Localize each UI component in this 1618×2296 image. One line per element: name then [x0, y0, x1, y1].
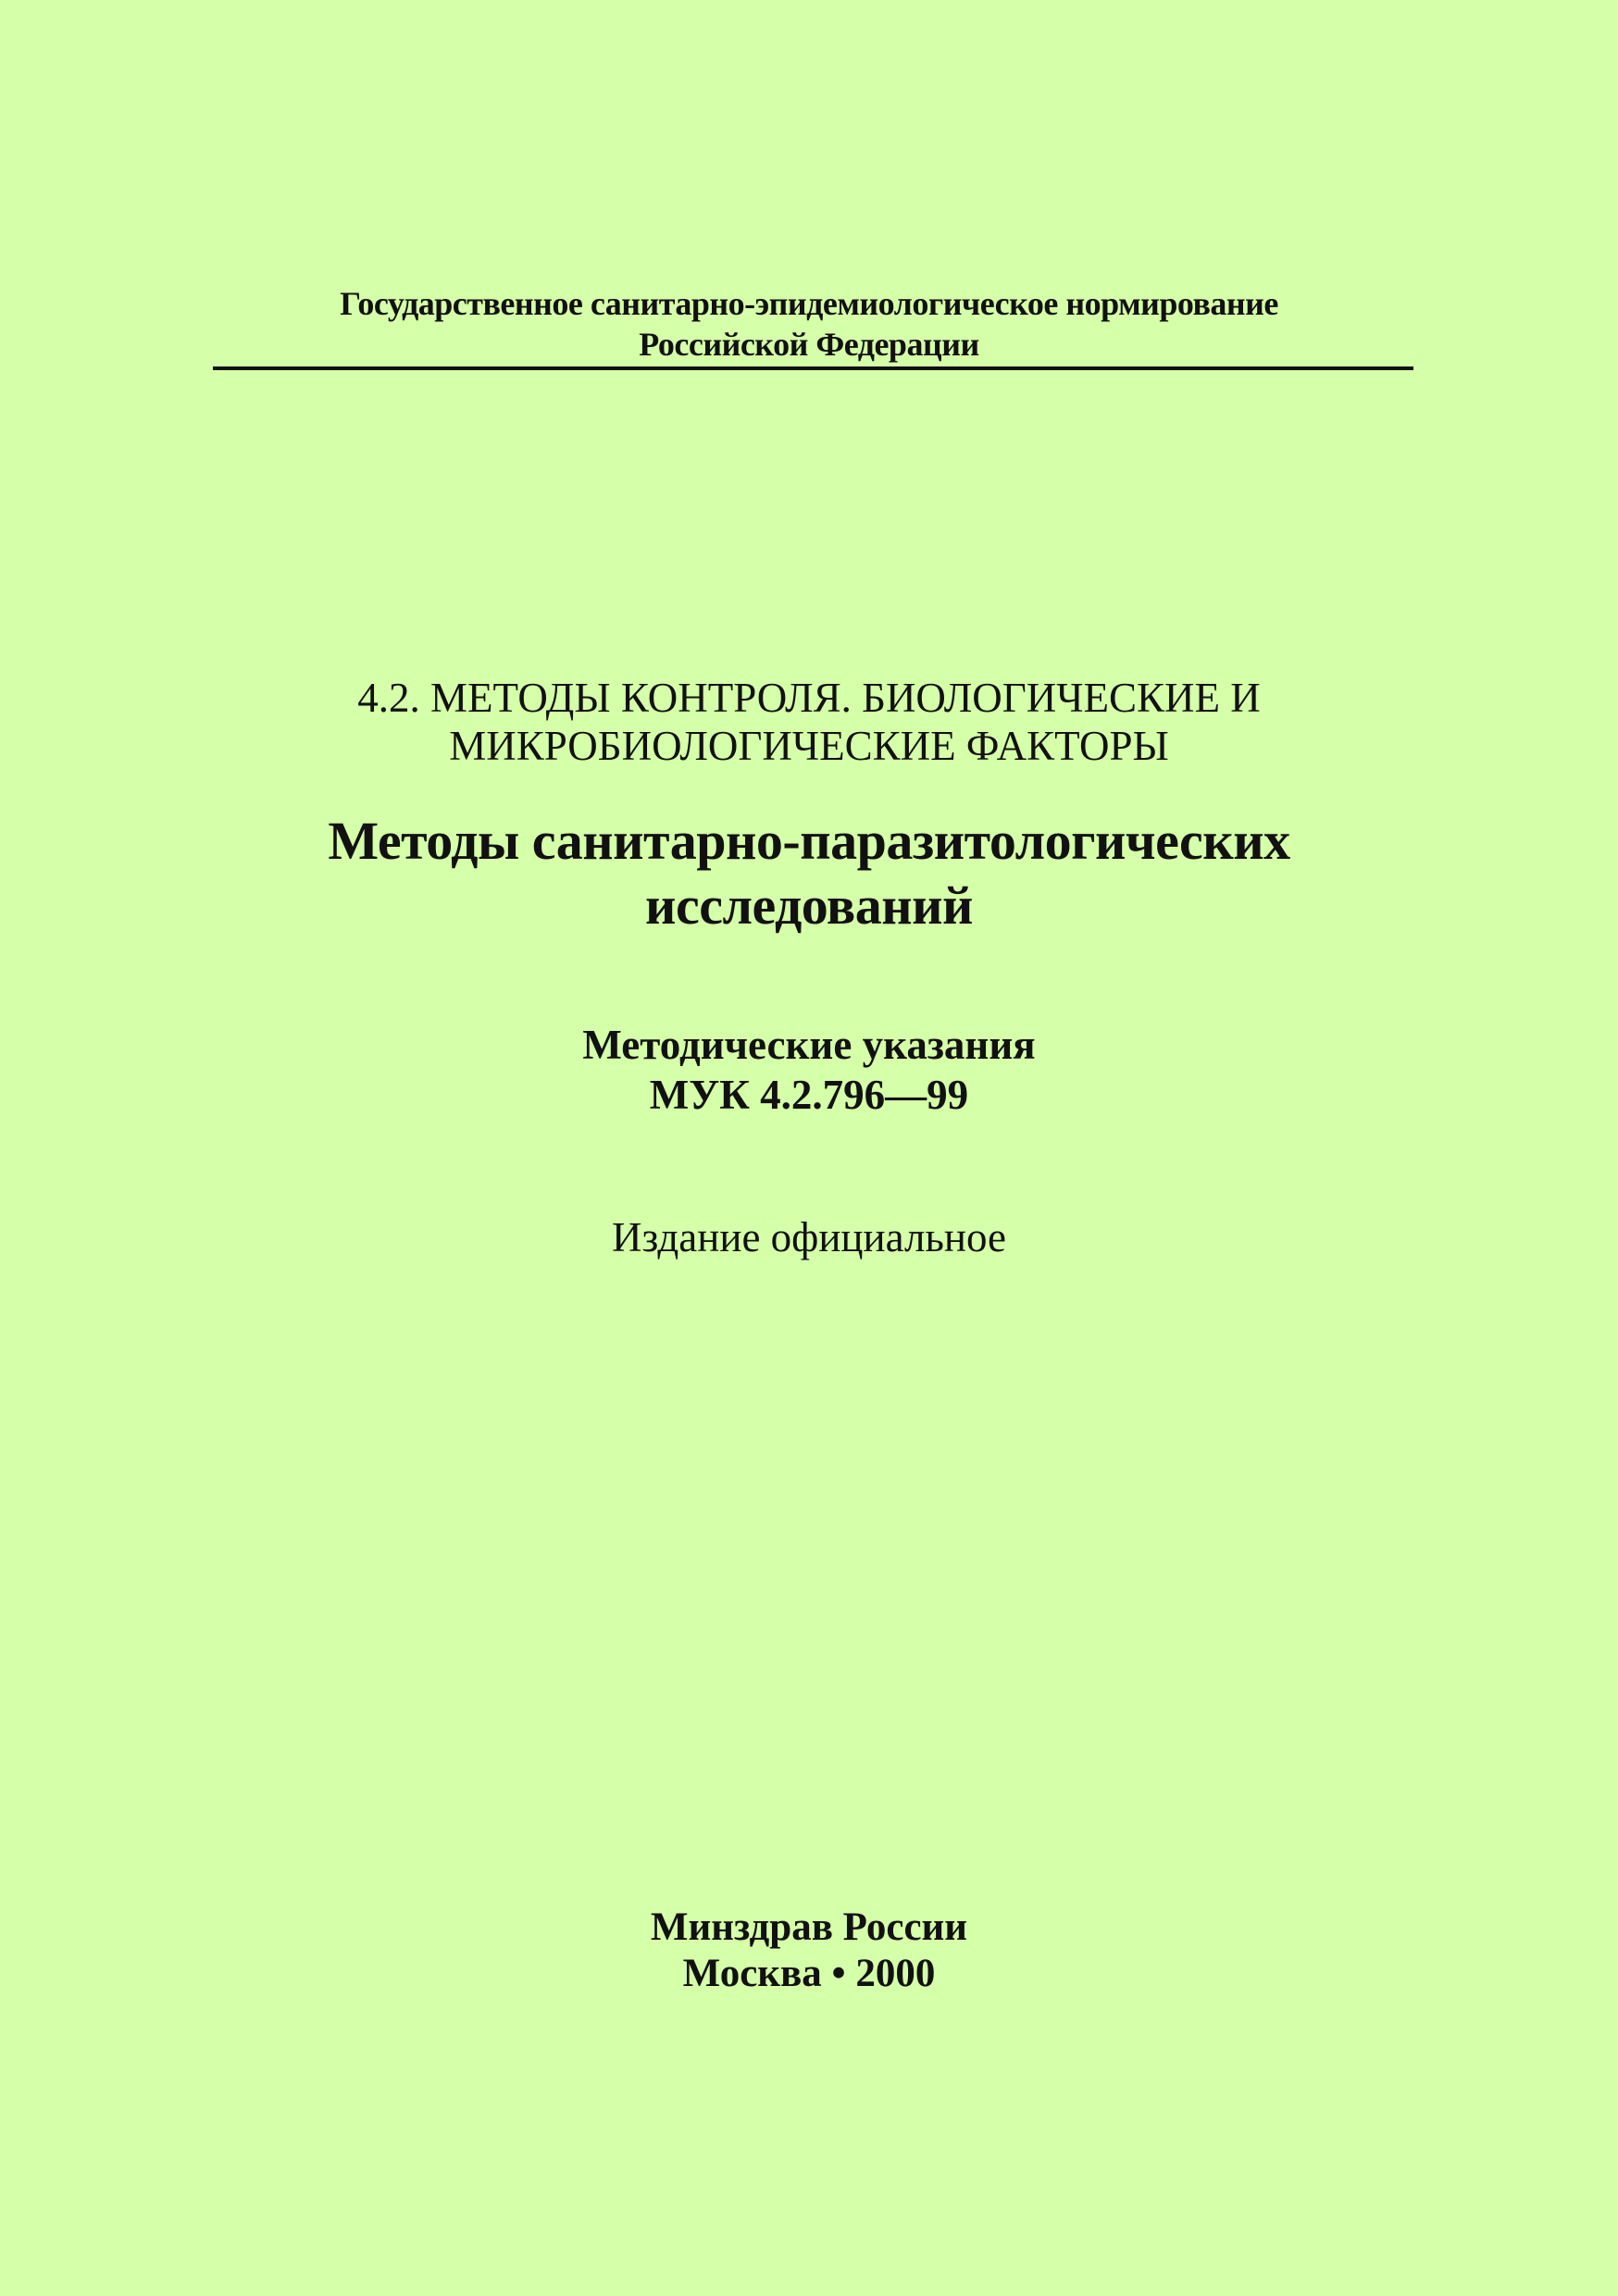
document-code: МУК 4.2.796—99	[649, 1072, 969, 1118]
header-divider	[213, 366, 1413, 370]
publication-place-year: Москва • 2000	[682, 1952, 936, 1995]
issuer-header	[0, 283, 1618, 365]
publisher-name: Минздрав России	[650, 1905, 968, 1949]
issuer-header-line-1: Государственное санитарно-эпидемиологическое нормирование	[340, 285, 1278, 322]
section-heading-line-2: МИКРОБИОЛОГИЧЕСКИЕ ФАКТОРЫ	[449, 723, 1169, 769]
document-title-line-2: исследований	[645, 875, 973, 936]
document-type-label: Методические указания	[582, 1022, 1036, 1068]
issuer-header-line-2: Российской Федерации	[639, 326, 979, 363]
publisher-block	[0, 1905, 1618, 1997]
edition-note: Издание официальное	[611, 1214, 1007, 1260]
section-heading	[0, 674, 1618, 770]
document-title-line-1: Методы санитарно-паразитологических	[328, 811, 1290, 871]
document-title	[0, 809, 1618, 938]
document-type	[0, 1020, 1618, 1120]
section-heading-line-1: 4.2. МЕТОДЫ КОНТРОЛЯ. БИОЛОГИЧЕСКИЕ И	[357, 675, 1261, 721]
